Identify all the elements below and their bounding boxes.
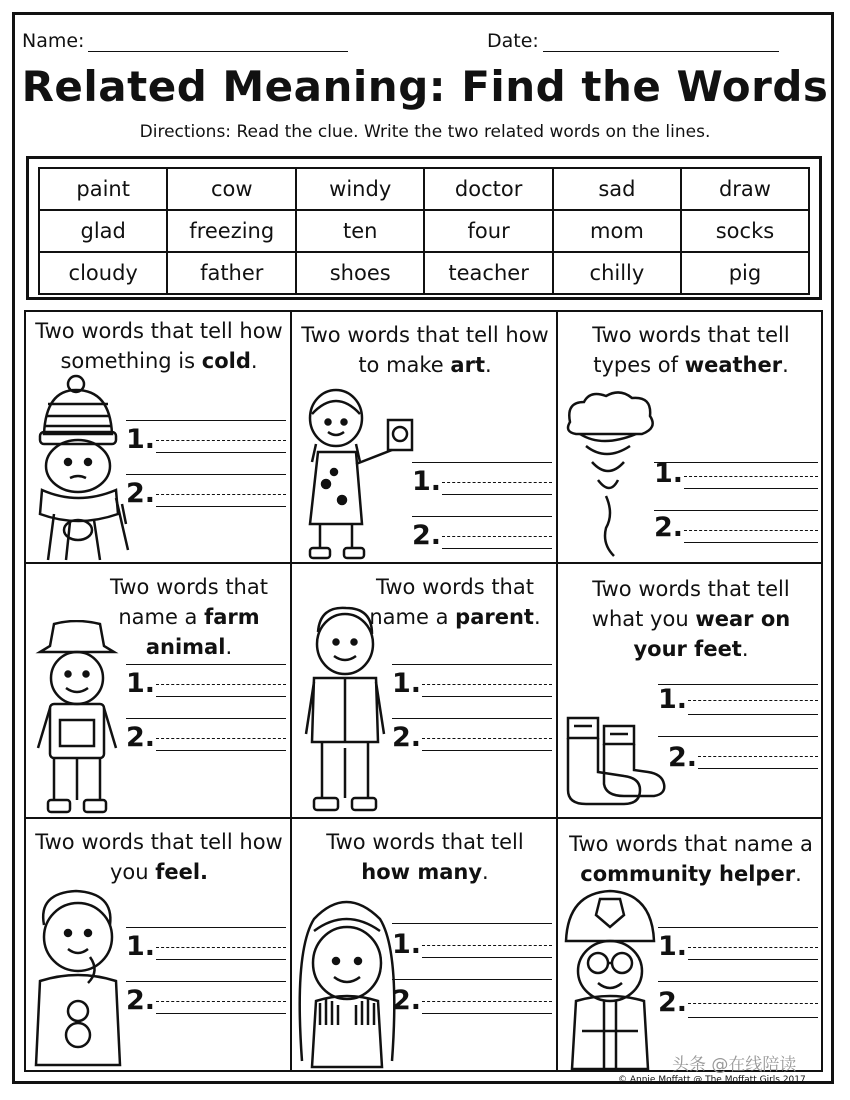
answer-number-1: 1. <box>126 931 156 962</box>
answer-top-line <box>392 923 552 924</box>
answer-base-line <box>422 1013 552 1014</box>
clue-pre: Two words that tell how you <box>35 830 283 884</box>
clue-text <box>566 574 816 664</box>
answer-top-line <box>412 516 552 517</box>
answer-base-line <box>422 957 552 958</box>
watermark: 头条 @在线陪读 <box>672 1055 797 1075</box>
clue-post: . <box>782 353 789 377</box>
name-label: Name: <box>22 30 85 52</box>
answer-top-line <box>658 736 818 737</box>
clue-keyword: farm animal <box>145 605 260 659</box>
name-field[interactable] <box>22 30 348 52</box>
answer-top-line <box>392 979 552 980</box>
clue-pre: Two words that tell how something is <box>35 319 283 373</box>
firefighter-icon <box>562 885 658 1071</box>
clue-pre: Two words that name a <box>369 575 534 629</box>
word-bank-word: teacher <box>424 252 553 294</box>
answer-number-2: 2. <box>126 722 156 753</box>
socks-icon <box>564 714 668 810</box>
answer-base-line <box>156 750 286 751</box>
answer-base-line <box>442 494 552 495</box>
answer-top-line <box>126 718 286 719</box>
answer-line-2[interactable] <box>684 530 818 531</box>
word-bank-row <box>39 168 809 210</box>
answer-base-line <box>422 696 552 697</box>
answer-line-2[interactable] <box>442 536 552 537</box>
clue-post: . <box>225 635 233 659</box>
answer-line-1[interactable] <box>156 947 286 948</box>
clue-post: . <box>795 862 802 886</box>
clue-post: . <box>533 605 541 629</box>
word-bank-word: glad <box>39 210 167 252</box>
clue-post: . <box>250 349 258 373</box>
word-bank-word: chilly <box>553 252 681 294</box>
farmer-icon <box>34 620 120 816</box>
word-bank-word: draw <box>681 168 809 210</box>
clue-pre: Two words that tell types of <box>592 323 790 377</box>
answer-base-line <box>156 452 286 453</box>
answer-base-line <box>688 714 818 715</box>
clue-post: . <box>485 353 492 377</box>
word-bank-word: mom <box>553 210 681 252</box>
answer-top-line <box>126 664 286 665</box>
word-bank <box>26 156 822 300</box>
answer-line-2[interactable] <box>156 738 286 739</box>
clue-box-weather <box>558 312 821 562</box>
word-bank-word: pig <box>681 252 809 294</box>
word-bank-table <box>38 167 810 295</box>
answer-base-line <box>156 696 286 697</box>
word-bank-word: freezing <box>167 210 296 252</box>
clue-box-cold <box>26 312 290 562</box>
clue-pre: Two words that name a <box>110 575 268 629</box>
clue-pre: Two words that tell how to make <box>301 323 549 377</box>
clue-text <box>34 316 284 376</box>
answer-number-1: 1. <box>392 668 422 699</box>
answer-number-2: 2. <box>126 985 156 1016</box>
answer-number-2: 2. <box>392 722 422 753</box>
answer-base-line <box>442 548 552 549</box>
word-bank-word: sad <box>553 168 681 210</box>
clue-box-art <box>292 312 556 562</box>
answer-line-2[interactable] <box>688 1003 818 1004</box>
clue-pre: Two words that tell what you <box>591 577 790 631</box>
word-bank-word: four <box>424 210 553 252</box>
answer-number-2: 2. <box>392 985 422 1016</box>
clue-box-farm-animal <box>26 564 290 817</box>
clue-post: . <box>741 637 749 661</box>
answer-number-1: 1. <box>126 424 156 455</box>
answer-number-2: 2. <box>126 478 156 509</box>
word-bank-row <box>39 210 809 252</box>
clue-pre: Two words that tell <box>326 830 524 854</box>
answer-line-1[interactable] <box>422 945 552 946</box>
answer-base-line <box>684 488 818 489</box>
answer-line-2[interactable] <box>156 1001 286 1002</box>
answer-top-line <box>126 927 286 928</box>
clue-keyword: art <box>450 353 485 377</box>
answer-base-line <box>156 506 286 507</box>
name-line[interactable] <box>88 33 348 52</box>
clue-keyword: feel. <box>155 860 209 884</box>
clue-text <box>92 572 286 662</box>
date-line[interactable] <box>543 33 779 52</box>
answer-top-line <box>654 510 818 511</box>
clue-keyword: how many <box>361 860 483 884</box>
answer-base-line <box>698 768 818 769</box>
answer-line-2[interactable] <box>156 494 286 495</box>
word-bank-word: cloudy <box>39 252 167 294</box>
artist-girl-icon <box>296 384 416 562</box>
clue-text <box>34 827 284 887</box>
date-field[interactable] <box>487 30 779 52</box>
word-bank-word: doctor <box>424 168 553 210</box>
answer-line-1[interactable] <box>156 684 286 685</box>
word-bank-word: shoes <box>296 252 424 294</box>
answer-line-1[interactable] <box>156 440 286 441</box>
clue-keyword: wear on your feet <box>633 607 791 661</box>
word-bank-word: cow <box>167 168 296 210</box>
thinking-boy-icon <box>28 885 128 1069</box>
answer-number-1: 1. <box>658 931 688 962</box>
clue-pre: Two words that name a <box>569 832 813 856</box>
clue-keyword: community helper <box>580 862 796 886</box>
date-label: Date: <box>487 30 539 52</box>
clue-box-how-many <box>292 819 556 1072</box>
answer-number-1: 1. <box>126 668 156 699</box>
answer-number-2: 2. <box>668 742 698 773</box>
answer-line-1[interactable] <box>422 684 552 685</box>
answer-top-line <box>658 927 818 928</box>
answer-number-1: 1. <box>412 466 442 497</box>
clue-grid <box>24 310 823 1072</box>
answer-number-2: 2. <box>654 512 684 543</box>
word-bank-row <box>39 252 809 294</box>
answer-top-line <box>392 718 552 719</box>
clue-text <box>566 320 816 380</box>
answer-top-line <box>412 462 552 463</box>
counting-girl-icon <box>294 891 400 1069</box>
clue-keyword: cold <box>201 349 251 373</box>
answer-base-line <box>156 959 286 960</box>
answer-number-2: 2. <box>412 520 442 551</box>
directions-text: Directions: Read the clue. Write the two related words on the lines. <box>139 122 711 142</box>
answer-base-line <box>688 1017 818 1018</box>
tornado-icon <box>562 388 662 560</box>
answer-base-line <box>688 959 818 960</box>
word-bank-word: ten <box>296 210 424 252</box>
clue-box-feet <box>558 564 821 817</box>
answer-base-line <box>684 542 818 543</box>
answer-line-1[interactable] <box>684 476 818 477</box>
copyright: © Annie Moffatt @ The Moffatt Girls 2017 <box>618 1075 806 1085</box>
clue-box-community-helper <box>558 819 821 1072</box>
clue-keyword: parent <box>455 605 534 629</box>
answer-base-line <box>422 750 552 751</box>
answer-line-2[interactable] <box>422 1001 552 1002</box>
clue-post: . <box>482 860 489 884</box>
answer-top-line <box>658 981 818 982</box>
winter-kid-icon <box>30 374 130 562</box>
answer-top-line <box>126 420 286 421</box>
clue-text <box>300 827 550 887</box>
answer-top-line <box>126 474 286 475</box>
word-bank-word: windy <box>296 168 424 210</box>
word-bank-word: socks <box>681 210 809 252</box>
clue-box-parent <box>292 564 556 817</box>
answer-top-line <box>126 981 286 982</box>
answer-number-2: 2. <box>658 987 688 1018</box>
answer-line-1[interactable] <box>688 700 818 701</box>
clue-keyword: weather <box>684 353 783 377</box>
word-bank-word: father <box>167 252 296 294</box>
answer-number-1: 1. <box>654 458 684 489</box>
clue-text <box>300 320 550 380</box>
clue-box-feel <box>26 819 290 1072</box>
answer-line-1[interactable] <box>688 947 818 948</box>
page-title: Related Meaning: Find the Words <box>21 62 829 111</box>
clue-text <box>566 829 816 889</box>
answer-number-1: 1. <box>658 684 688 715</box>
answer-line-2[interactable] <box>422 738 552 739</box>
word-bank-word: paint <box>39 168 167 210</box>
answer-top-line <box>392 664 552 665</box>
boy-icon <box>300 602 390 814</box>
answer-number-1: 1. <box>392 929 422 960</box>
answer-line-2[interactable] <box>698 756 818 757</box>
answer-line-1[interactable] <box>442 482 552 483</box>
answer-base-line <box>156 1013 286 1014</box>
